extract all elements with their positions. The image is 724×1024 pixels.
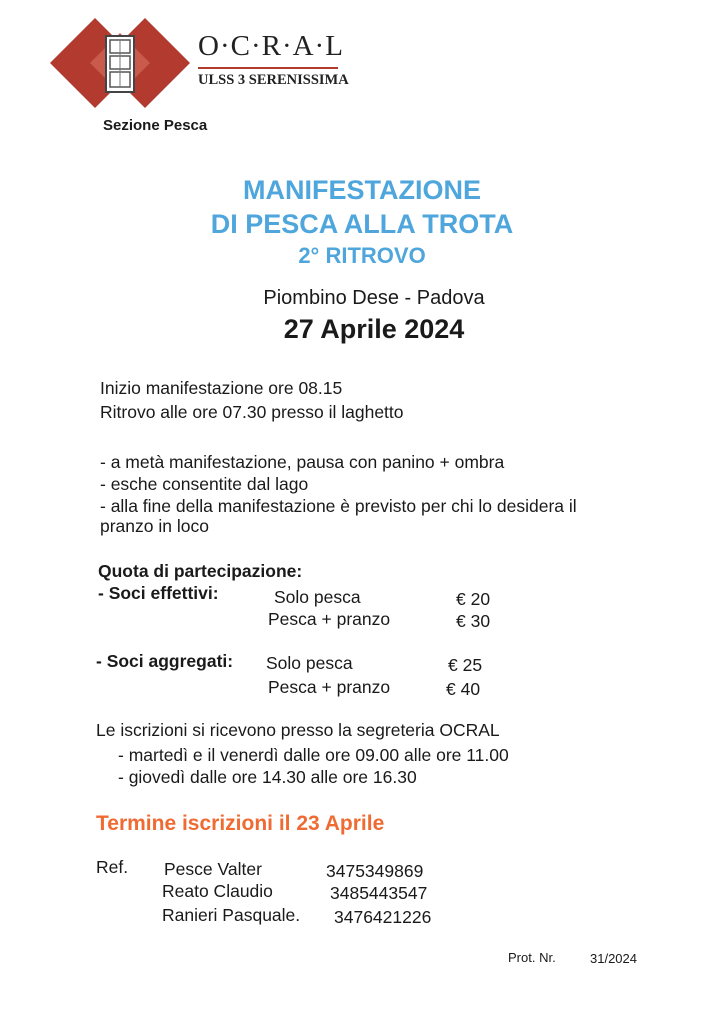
ref-name: Pesce Valter	[164, 859, 262, 879]
deadline-notice: Termine iscrizioni il 23 Aprile	[96, 812, 385, 835]
fees-effettivi-label: - Soci effettivi:	[98, 583, 219, 603]
title-line-3: 2° RITROVO	[298, 243, 426, 268]
fee-item: Pesca + pranzo	[268, 609, 391, 629]
start-time: Inizio manifestazione ore 08.15	[100, 378, 343, 398]
note-item: pranzo in loco	[100, 516, 209, 536]
event-date: 27 Aprile 2024	[283, 314, 465, 344]
ref-phone: 3485443547	[330, 883, 428, 903]
section-label: Sezione Pesca	[103, 117, 208, 134]
fee-item: Solo pesca	[274, 587, 361, 607]
fees-aggregati-label: - Soci aggregati:	[96, 651, 234, 671]
org-subtitle: ULSS 3 SERENISSIMA	[198, 72, 349, 88]
fee-price: € 40	[446, 679, 481, 699]
registration-intro: Le iscrizioni si ricevono presso la segreteria OCRAL	[96, 720, 500, 740]
title-line-2: DI PESCA ALLA TROTA	[210, 209, 514, 239]
ref-name: Reato Claudio	[162, 881, 273, 901]
refs-label: Ref.	[96, 857, 129, 877]
org-divider	[198, 67, 338, 69]
fees-heading: Quota di partecipazione:	[98, 561, 303, 581]
fee-price: € 30	[456, 611, 491, 631]
prot-number: 31/2024	[590, 951, 637, 966]
ref-phone: 3475349869	[326, 861, 424, 881]
prot-label: Prot. Nr.	[508, 950, 556, 965]
ref-name: Ranieri Pasquale.	[162, 905, 301, 925]
fee-item: Solo pesca	[266, 653, 353, 673]
org-name: O·C·R·A·L	[198, 30, 344, 62]
meet-time: Ritrovo alle ore 07.30 presso il laghetto	[100, 402, 404, 422]
note-item: - alla fine della manifestazione è previsto per chi lo desidera il	[100, 496, 577, 516]
fee-item: Pesca + pranzo	[268, 677, 391, 697]
note-item: - esche consentite dal lago	[100, 474, 309, 494]
title-line-1: MANIFESTAZIONE	[243, 175, 481, 205]
fee-price: € 25	[448, 655, 483, 675]
registration-day: - giovedì dalle ore 14.30 alle ore 16.30	[118, 767, 417, 787]
note-item: - a metà manifestazione, pausa con panino + ombra	[100, 452, 505, 472]
registration-day: - martedì e il venerdì dalle ore 09.00 alle ore 11.00	[118, 745, 509, 765]
ocral-logo-icon	[50, 18, 190, 108]
fee-price: € 20	[456, 589, 491, 609]
ref-phone: 3476421226	[334, 907, 432, 927]
event-place: Piombino Dese - Padova	[263, 287, 485, 309]
